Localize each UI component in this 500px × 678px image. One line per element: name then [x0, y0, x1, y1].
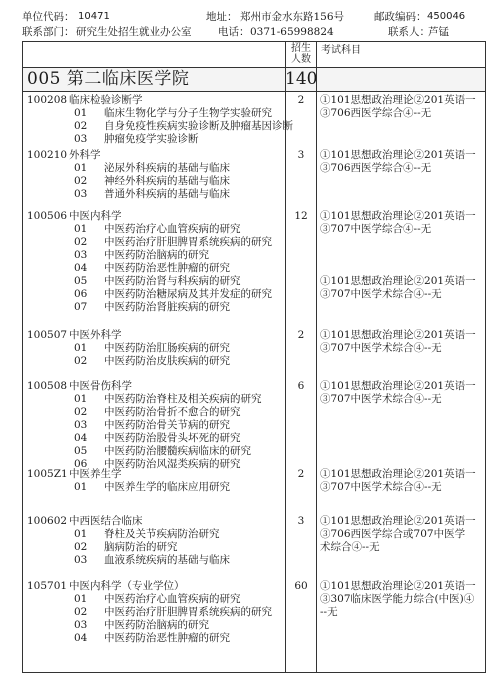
direction-name: 中医药防治股骨头坏死的研究 [104, 432, 241, 444]
direction-code: 03 [74, 188, 88, 200]
major-quota: 3 [297, 515, 305, 527]
exam-subjects-line: ①101思想政治理论②201英语一 [320, 329, 476, 341]
direction-code: 03 [74, 133, 88, 145]
direction-code: 06 [74, 288, 88, 300]
exam-subjects-line: ①101思想政治理论②201英语一 [320, 210, 476, 222]
header-row-2 [22, 25, 486, 39]
major-name: 外科学 [69, 149, 101, 161]
direction-code: 03 [74, 619, 88, 631]
major-row [27, 210, 122, 223]
exam-subjects-line: ③707中医学术综合④--无 [320, 481, 442, 493]
research-direction [27, 593, 241, 606]
research-direction [27, 342, 230, 355]
direction-name: 泌尿外科疾病的基础与临床 [104, 162, 230, 174]
direction-name: 脑病防治的研究 [104, 541, 178, 553]
direction-code: 07 [74, 301, 88, 313]
direction-code: 02 [74, 175, 88, 187]
major-quota: 12 [294, 210, 308, 222]
direction-code: 03 [74, 554, 88, 566]
major-code: 1005Z1 [27, 468, 68, 480]
direction-name: 中医药防治肾与科疾病的研究 [104, 275, 241, 287]
research-direction [27, 445, 251, 458]
research-direction [27, 236, 272, 249]
direction-name: 肿瘤免疫学实验诊断 [104, 133, 199, 145]
major-row [27, 380, 132, 393]
direction-name: 中医药治疗心血管疾病的研究 [104, 593, 241, 605]
major-quota: 3 [297, 149, 305, 161]
college-name: 005 第二临床医学院 [27, 69, 190, 89]
exam-subjects-line: ③307临床医学能力综合(中医)④ [320, 593, 475, 605]
direction-name: 中医药治疗肝胆脾胃系统疾病的研究 [104, 606, 272, 618]
direction-name: 中医药治疗肝胆脾胃系统疾病的研究 [104, 236, 272, 248]
contact: 芦锰 [428, 26, 449, 38]
direction-name: 神经外科疾病的基础与临床 [104, 175, 230, 187]
direction-code: 04 [74, 432, 88, 444]
major-code: 100508 [27, 380, 68, 392]
direction-name: 中医药防治糖尿病及其并发症的研究 [104, 288, 272, 300]
direction-name: 中医药防治脊柱及相关疾病的研究 [104, 393, 262, 405]
row-divider [23, 91, 485, 92]
direction-name: 临床生物化学与分子生物学实验研究 [104, 107, 272, 119]
dept: 研究生处招生就业办公室 [76, 26, 192, 38]
exam-subjects-line: ③706西医学综合或707中医学 [320, 528, 466, 540]
major-code: 100210 [27, 149, 68, 161]
direction-code: 03 [74, 419, 88, 431]
exam-subjects-line: ③707中医学综合④--无 [320, 223, 432, 235]
research-direction [27, 432, 241, 445]
research-direction [27, 223, 241, 236]
direction-name: 中医药防治脑病的研究 [104, 619, 209, 631]
research-direction [27, 554, 230, 567]
direction-name: 脊柱及关节疾病防治研究 [104, 528, 220, 540]
major-quota: 2 [297, 468, 305, 480]
major-name: 中医外科学 [69, 329, 122, 341]
direction-code: 05 [74, 275, 88, 287]
major-row [27, 94, 143, 107]
research-direction [27, 133, 199, 146]
catalog-table [22, 41, 486, 673]
direction-code: 05 [74, 445, 88, 457]
subjects-column-header: 考试科目 [321, 45, 361, 56]
quota-column-header: 招生人数 [291, 43, 311, 65]
research-direction [27, 107, 272, 120]
direction-name: 中医药防治恶性肿瘤的研究 [104, 632, 230, 644]
direction-code: 01 [74, 593, 88, 605]
direction-code: 01 [74, 223, 88, 235]
address-label: 地址： [206, 11, 238, 23]
direction-name: 中医药防治腰髓疾病临床的研究 [104, 445, 251, 457]
direction-code: 03 [74, 249, 88, 261]
research-direction [27, 393, 262, 406]
direction-name: 中医药防治皮肤疾病的研究 [104, 355, 230, 367]
major-name: 中西医结合临床 [69, 515, 143, 527]
major-code: 100208 [27, 94, 68, 106]
direction-code: 01 [74, 393, 88, 405]
direction-name: 中医药防治风湿类疾病的研究 [104, 458, 241, 470]
direction-code: 02 [74, 406, 88, 418]
exam-subjects-line: ③706西医学综合④--无 [320, 107, 432, 119]
exam-subjects-line: ①101思想政治理论②201英语一 [320, 580, 476, 592]
dept-label: 联系部门： [22, 26, 75, 38]
research-direction [27, 528, 220, 541]
direction-code: 02 [74, 355, 88, 367]
direction-code: 04 [74, 262, 88, 274]
direction-code: 02 [74, 541, 88, 553]
college-quota: 140 [285, 69, 318, 89]
exam-subjects-line: ①101思想政治理论②201英语一 [320, 515, 476, 527]
direction-name: 血液系统疾病的基础与临床 [104, 554, 230, 566]
direction-code: 02 [74, 120, 88, 132]
major-code: 100602 [27, 515, 68, 527]
direction-code: 01 [74, 342, 88, 354]
direction-code: 01 [74, 481, 88, 493]
research-direction [27, 249, 209, 262]
unit-code: 10471 [78, 11, 110, 22]
major-quota: 6 [297, 380, 305, 392]
major-row [27, 515, 143, 528]
direction-name: 中医养生学的临床应用研究 [104, 481, 230, 493]
research-direction [27, 175, 230, 188]
direction-name: 中医药防治恶性肿瘤的研究 [104, 262, 230, 274]
exam-subjects-line: ③706西医学综合④--无 [320, 162, 432, 174]
major-quota: 2 [297, 94, 305, 106]
direction-code: 06 [74, 458, 88, 470]
exam-subjects-line: ③707中医学术综合④--无 [320, 288, 442, 300]
major-code: 100506 [27, 210, 68, 222]
exam-subjects-line: ③707中医学术综合④--无 [320, 342, 442, 354]
major-code: 100507 [27, 329, 68, 341]
direction-code: 01 [74, 162, 88, 174]
direction-code: 01 [74, 107, 88, 119]
research-direction [27, 606, 272, 619]
contact-label: 联系人： [388, 26, 430, 38]
exam-subjects-line: ①101思想政治理论②201英语一 [320, 468, 476, 480]
postcode-label: 邮政编码： [374, 11, 427, 23]
research-direction [27, 419, 230, 432]
direction-name: 中医药防治肾脏疾病的研究 [104, 301, 230, 313]
major-name: 中医内科学（专业学位） [69, 580, 185, 592]
major-code: 105701 [27, 580, 68, 592]
exam-subjects-line: ①101思想政治理论②201英语一 [320, 149, 476, 161]
research-direction [27, 632, 230, 645]
direction-code: 02 [74, 606, 88, 618]
major-row [27, 468, 122, 481]
direction-name: 中医药防治骨关节病的研究 [104, 419, 230, 431]
phone-label: 电话： [218, 26, 250, 38]
column-divider [285, 42, 286, 672]
research-direction [27, 406, 241, 419]
exam-subjects-line: --无 [320, 606, 338, 618]
research-direction [27, 541, 178, 554]
major-row [27, 149, 101, 162]
major-quota: 60 [294, 580, 308, 592]
header-row-1 [22, 10, 486, 24]
postcode: 450046 [427, 11, 466, 22]
direction-name: 中医药防治肛肠疾病的研究 [104, 342, 230, 354]
direction-code: 04 [74, 632, 88, 644]
research-direction [27, 120, 293, 133]
major-row [27, 329, 122, 342]
direction-code: 01 [74, 528, 88, 540]
direction-name: 中医药防治脑病的研究 [104, 249, 209, 261]
research-direction [27, 288, 272, 301]
research-direction [27, 275, 241, 288]
major-name: 中医内科学 [69, 210, 122, 222]
exam-subjects-line: ①101思想政治理论②201英语一 [320, 94, 476, 106]
direction-name: 普通外科疾病的基础与临床 [104, 188, 230, 200]
direction-code: 02 [74, 236, 88, 248]
research-direction [27, 188, 230, 201]
row-divider [23, 67, 485, 68]
research-direction [27, 619, 209, 632]
direction-name: 自身免疫性疾病实验诊断及肿瘤基因诊断 [104, 120, 293, 132]
exam-subjects-line: 术综合④--无 [320, 541, 380, 553]
major-name: 临床检验诊断学 [69, 94, 143, 106]
address: 郑州市金水东路156号 [240, 11, 345, 23]
research-direction [27, 262, 230, 275]
direction-name: 中医药治疗心血管疾病的研究 [104, 223, 241, 235]
exam-subjects-line: ①101思想政治理论②201英语一 [320, 275, 476, 287]
column-divider [316, 42, 317, 672]
research-direction [27, 481, 230, 494]
exam-subjects-line: ③707中医学术综合④--无 [320, 393, 442, 405]
phone: 0371-65998824 [250, 26, 334, 38]
research-direction [27, 301, 230, 314]
exam-subjects-line: ①101思想政治理论②201英语一 [320, 380, 476, 392]
unit-code-label: 单位代码： [22, 11, 75, 23]
major-row [27, 580, 185, 593]
direction-name: 中医药防治骨折不愈合的研究 [104, 406, 241, 418]
major-name: 中医养生学 [69, 468, 122, 480]
major-quota: 2 [297, 329, 305, 341]
research-direction [27, 162, 230, 175]
major-name: 中医骨伤科学 [69, 380, 132, 392]
research-direction [27, 355, 230, 368]
